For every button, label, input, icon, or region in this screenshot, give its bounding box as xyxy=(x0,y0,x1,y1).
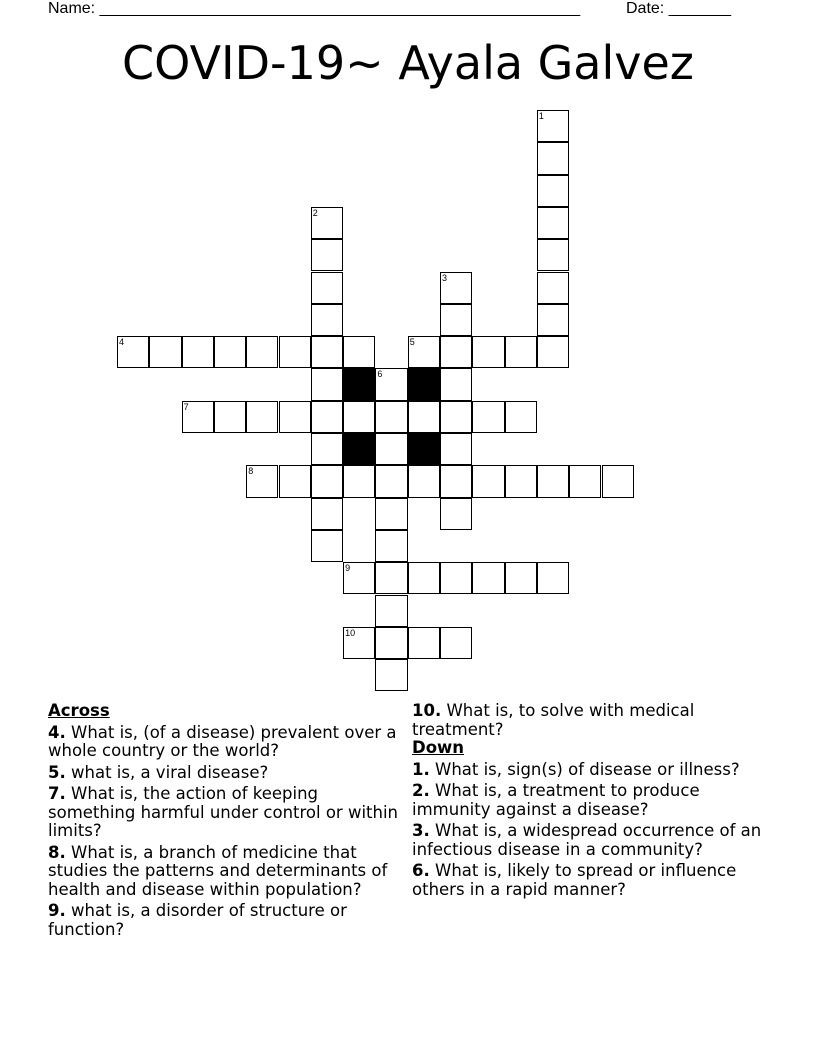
clue-text: what is, a viral disease? xyxy=(71,762,269,782)
clue-text: What is, a widespread occurrence of an infectious disease in a community? xyxy=(412,821,762,859)
grid-cell[interactable] xyxy=(472,401,504,433)
grid-cell[interactable] xyxy=(408,401,440,433)
across-clue-9 xyxy=(48,902,408,939)
clue-text: What is, likely to spread or influence others in a rapid manner? xyxy=(412,861,737,899)
clue-number-label: 6 xyxy=(377,369,383,380)
clue-number: 9. xyxy=(48,901,66,920)
grid-cell[interactable] xyxy=(375,498,407,530)
puzzle-title: COVID-19~ Ayala Galvez xyxy=(122,36,694,90)
clue-number: 3. xyxy=(412,821,430,840)
grid-cell[interactable] xyxy=(537,465,569,497)
clue-number-label: 5 xyxy=(409,337,415,348)
grid-cell[interactable] xyxy=(505,336,537,368)
black-square xyxy=(343,368,375,400)
clue-number: 4. xyxy=(48,722,66,742)
grid-cell[interactable] xyxy=(214,401,246,433)
clue-number-label: 9 xyxy=(345,563,351,574)
grid-cell[interactable] xyxy=(375,627,407,659)
down-clue-1 xyxy=(412,761,772,780)
grid-cell[interactable] xyxy=(279,336,311,368)
clue-number-label: 8 xyxy=(248,466,254,477)
grid-cell[interactable] xyxy=(182,401,214,433)
grid-cell[interactable] xyxy=(279,401,311,433)
grid-cell[interactable] xyxy=(375,659,407,691)
grid-cell[interactable] xyxy=(375,368,407,400)
across-heading: Across xyxy=(48,701,110,720)
grid-cell[interactable] xyxy=(343,465,375,497)
grid-cell[interactable] xyxy=(311,368,343,400)
black-square xyxy=(343,433,375,465)
grid-cell[interactable] xyxy=(537,272,569,304)
grid-cell[interactable] xyxy=(440,562,472,594)
grid-cell[interactable] xyxy=(311,465,343,497)
clues-column-left xyxy=(48,702,408,939)
grid-cell[interactable] xyxy=(537,175,569,207)
clue-text: What is, to solve with medical treatment? xyxy=(412,701,695,739)
grid-cell[interactable] xyxy=(246,465,278,497)
clue-number-label: 1 xyxy=(538,111,544,121)
clue-text: What is, (of a disease) prevalent over a whole country or the world? xyxy=(48,722,397,760)
clue-number-label: 7 xyxy=(183,401,189,412)
clue-number: 2. xyxy=(412,781,430,800)
grid-cell[interactable] xyxy=(311,239,343,271)
clue-number-label: 4 xyxy=(119,337,125,348)
grid-cell[interactable] xyxy=(472,562,504,594)
grid-cell[interactable] xyxy=(537,239,569,271)
grid-cell[interactable] xyxy=(311,272,343,304)
grid-cell[interactable] xyxy=(505,401,537,433)
clue-number: 10. xyxy=(412,701,442,720)
grid-cell[interactable] xyxy=(311,498,343,530)
grid-cell[interactable] xyxy=(408,627,440,659)
grid-cell[interactable] xyxy=(408,562,440,594)
clue-number: 1. xyxy=(412,759,430,779)
grid-cell[interactable] xyxy=(343,562,375,594)
clue-number: 7. xyxy=(48,784,66,803)
grid-cell[interactable] xyxy=(440,401,472,433)
across-clue-4 xyxy=(48,724,408,761)
grid-cell[interactable] xyxy=(279,465,311,497)
grid-cell[interactable] xyxy=(375,595,407,627)
grid-cell[interactable] xyxy=(537,336,569,368)
grid-cell[interactable] xyxy=(311,336,343,368)
grid-cell[interactable] xyxy=(375,465,407,497)
grid-cell[interactable] xyxy=(246,401,278,433)
grid-cell[interactable] xyxy=(440,498,472,530)
down-heading: Down xyxy=(412,738,465,757)
black-square xyxy=(408,368,440,400)
grid-cell[interactable] xyxy=(440,336,472,368)
clue-text: What is, sign(s) of disease or illness? xyxy=(435,759,740,779)
grid-cell[interactable] xyxy=(537,110,569,142)
grid-cell[interactable] xyxy=(311,207,343,239)
grid-cell[interactable] xyxy=(602,465,634,497)
grid-cell[interactable] xyxy=(440,272,472,304)
grid-cell[interactable] xyxy=(569,465,601,497)
grid-cell[interactable] xyxy=(408,465,440,497)
clue-number: 8. xyxy=(48,842,66,862)
grid-cell[interactable] xyxy=(182,336,214,368)
grid-cell[interactable] xyxy=(440,304,472,336)
grid-cell[interactable] xyxy=(149,336,181,368)
name-line: Name: ______________________________________________________ xyxy=(48,0,581,17)
grid-cell[interactable] xyxy=(375,433,407,465)
grid-cell[interactable] xyxy=(311,433,343,465)
grid-cell[interactable] xyxy=(440,368,472,400)
grid-cell[interactable] xyxy=(343,627,375,659)
grid-cell[interactable] xyxy=(311,401,343,433)
grid-cell[interactable] xyxy=(311,304,343,336)
grid-cell[interactable] xyxy=(343,401,375,433)
down-clue-3 xyxy=(412,822,772,859)
grid-cell[interactable] xyxy=(472,465,504,497)
grid-cell[interactable] xyxy=(537,562,569,594)
clue-text: What is, a treatment to produce immunity against a disease? xyxy=(412,781,700,819)
clue-text: what is, a disorder of structure or function? xyxy=(48,901,347,939)
across-clue-8 xyxy=(48,844,408,900)
black-square xyxy=(408,433,440,465)
clue-number-label: 3 xyxy=(442,272,448,283)
grid-cell[interactable] xyxy=(311,530,343,562)
clues-column-right xyxy=(412,702,772,899)
grid-cell[interactable] xyxy=(375,530,407,562)
grid-cell[interactable] xyxy=(214,336,246,368)
grid-cell[interactable] xyxy=(246,336,278,368)
grid-cell[interactable] xyxy=(440,627,472,659)
grid-cell[interactable] xyxy=(408,336,440,368)
across-clue-5 xyxy=(48,764,408,783)
down-clue-2 xyxy=(412,782,772,819)
grid-cell[interactable] xyxy=(117,336,149,368)
down-clue-6 xyxy=(412,862,772,899)
date-line: Date: _______ xyxy=(626,0,731,17)
grid-cell[interactable] xyxy=(375,562,407,594)
grid-cell[interactable] xyxy=(472,336,504,368)
across-clue-7 xyxy=(48,785,408,841)
clue-number-label: 10 xyxy=(345,627,356,638)
grid-cell[interactable] xyxy=(505,562,537,594)
clue-number: 6. xyxy=(412,861,430,880)
grid-cell[interactable] xyxy=(537,304,569,336)
grid-cell[interactable] xyxy=(537,207,569,239)
grid-cell[interactable] xyxy=(375,401,407,433)
clue-number-label: 2 xyxy=(312,207,318,218)
clue-number: 5. xyxy=(48,762,66,782)
grid-cell[interactable] xyxy=(440,465,472,497)
clue-text: What is, a branch of medicine that studies the patterns and determinants of health and disease within population? xyxy=(48,842,388,899)
grid-cell[interactable] xyxy=(537,142,569,174)
grid-cell[interactable] xyxy=(505,465,537,497)
across-clue-10 xyxy=(412,702,772,739)
clue-text: What is, the action of keeping something harmful under control or within limits? xyxy=(48,784,399,840)
grid-cell[interactable] xyxy=(440,433,472,465)
grid-cell[interactable] xyxy=(343,336,375,368)
